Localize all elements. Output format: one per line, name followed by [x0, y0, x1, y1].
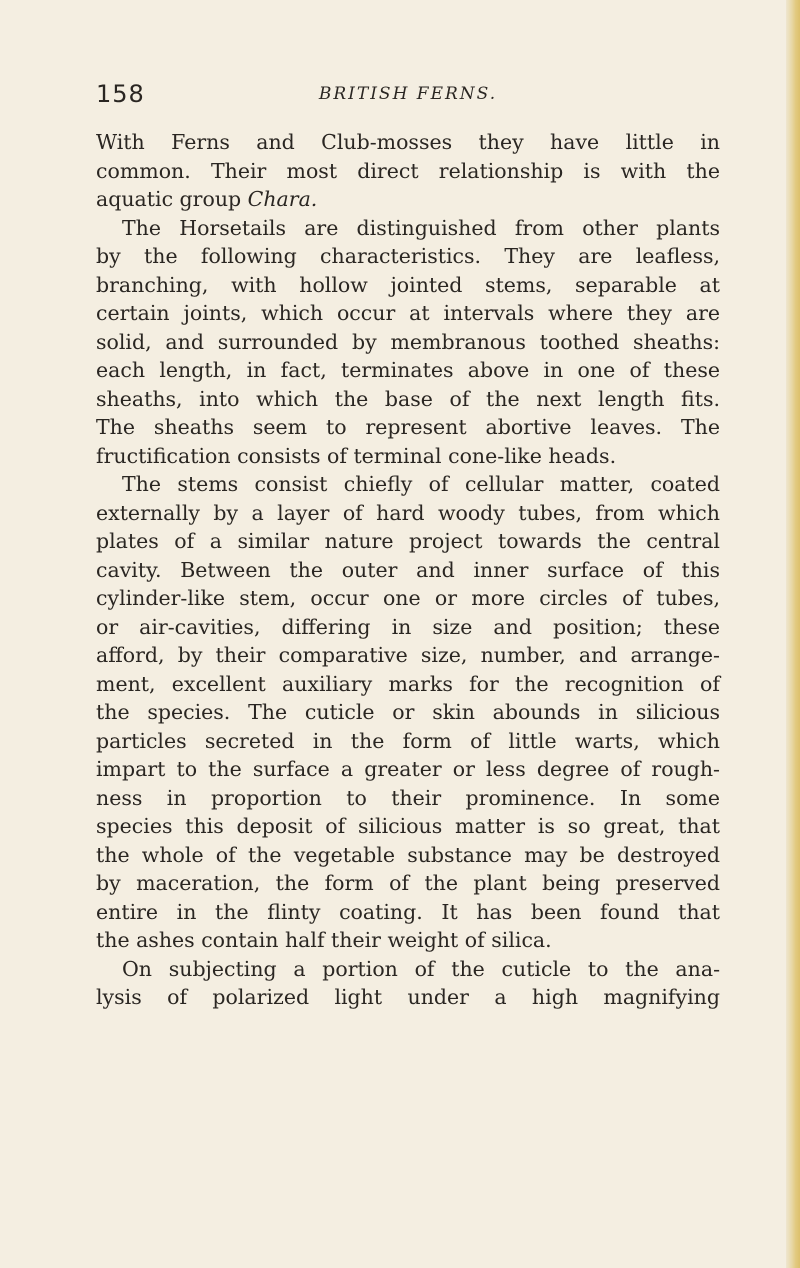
- paragraph-start-line: The stems consist chiefly of cellular matter, coated: [122, 472, 720, 496]
- page-header: [96, 80, 720, 120]
- text-line: solid, and surrounded by membranous toothed sheaths:: [96, 329, 720, 354]
- text-line: lysis of polarized light under a high magnifying: [96, 985, 720, 1009]
- text-line: The sheaths seem to represent abortive leaves. The: [96, 415, 720, 439]
- text-line: impart to the surface a greater or less degree of rough-: [96, 757, 720, 781]
- text-line: [96, 185, 720, 214]
- running-head: BRITISH FERNS.: [318, 84, 498, 104]
- text-line: the whole of the vegetable substance may be destroyed: [96, 842, 720, 867]
- text-line: species this deposit of silicious matter is so great, that: [96, 814, 720, 838]
- text-line: cylinder-like stem, occur one or more circles of tubes,: [96, 586, 720, 610]
- text-line: common. Their most direct relationship is with the: [96, 158, 720, 183]
- text-line: plates of a similar nature project towards the central: [96, 529, 720, 553]
- text-line: or air-cavities, differing in size and position; these: [96, 614, 720, 639]
- text-line: particles secreted in the form of little warts, which: [96, 728, 720, 753]
- text-line: certain joints, which occur at intervals where they are: [96, 301, 720, 325]
- text-line: afford, by their comparative size, number, and arrange-: [96, 643, 720, 667]
- body-text: [96, 128, 720, 1012]
- text-line: each length, in fact, terminates above in one of these: [96, 358, 720, 382]
- italic-genus-name: Chara.: [247, 187, 318, 211]
- text-line: ness in proportion to their prominence. In some: [96, 785, 720, 810]
- text-line: by the following characteristics. They are leafless,: [96, 244, 720, 268]
- text-line: the ashes contain half their weight of silica.: [96, 928, 552, 952]
- text-line: With Ferns and Club-mosses they have little in: [96, 130, 720, 154]
- text-line: the species. The cuticle or skin abounds in silicious: [96, 700, 720, 724]
- text-line: branching, with hollow jointed stems, separable at: [96, 272, 720, 297]
- text-line: by maceration, the form of the plant being preserved: [96, 871, 720, 895]
- text-line-start: aquatic group: [96, 187, 248, 211]
- text-line: ment, excellent auxiliary marks for the recognition of: [96, 671, 720, 696]
- paragraph-start-line: On subjecting a portion of the cuticle to the ana-: [122, 956, 720, 981]
- text-line: sheaths, into which the base of the next length fits.: [96, 386, 720, 411]
- text-line: externally by a layer of hard woody tubes, from which: [96, 500, 720, 525]
- text-line: fructification consists of terminal cone-like heads.: [96, 443, 617, 468]
- page-edge: [786, 0, 800, 1268]
- page-number: 158: [96, 80, 145, 108]
- text-line: entire in the flinty coating. It has been found that: [96, 899, 720, 924]
- paragraph-start-line: The Horsetails are distinguished from other plants: [122, 215, 720, 240]
- text-line: cavity. Between the outer and inner surface of this: [96, 557, 720, 582]
